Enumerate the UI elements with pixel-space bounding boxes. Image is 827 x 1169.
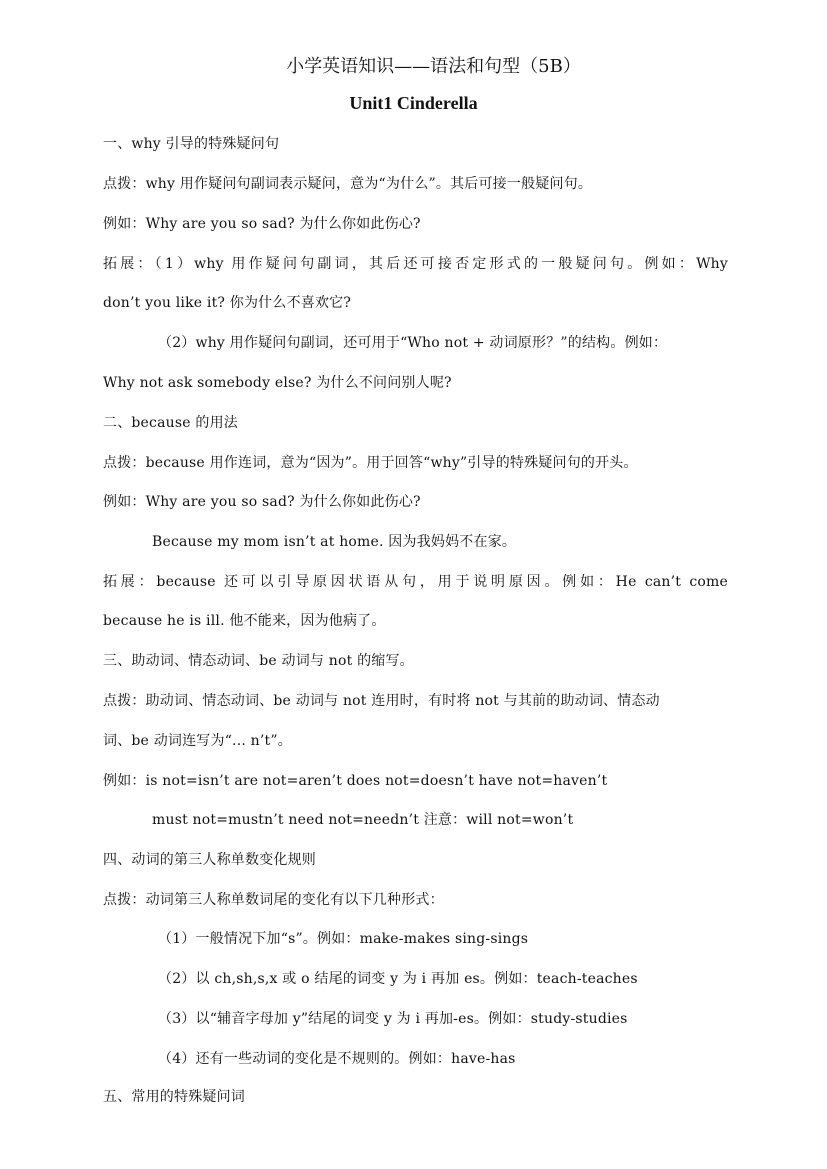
text-line: 拓展：because 还可以引导原因状语从句，用于说明原因。例如：He can’t come bbox=[103, 574, 728, 590]
text-line: 例如：Why are you so sad? 为什么你如此伤心? bbox=[103, 216, 421, 232]
section-heading-because: 二、because 的用法 bbox=[103, 415, 238, 431]
section-heading-contractions: 三、助动词、情态动词、be 动词与 not 的缩写。 bbox=[103, 653, 414, 669]
text-line: 点拨：动词第三人称单数词尾的变化有以下几种形式： bbox=[103, 892, 444, 908]
text-line: 例如：is not=isn’t are not=aren’t does not=doesn’t have not=haven’t bbox=[103, 773, 608, 789]
text-line: （3）以“辅音字母加 y”结尾的词变 y 为 i 再加-es。例如：study-studies bbox=[158, 1011, 628, 1027]
text-line: because he is ill. 他不能来，因为他病了。 bbox=[103, 613, 386, 629]
text-line: （4）还有一些动词的变化是不规则的。例如：have-has bbox=[158, 1051, 516, 1067]
text-line: （2）以 ch,sh,s,x 或 o 结尾的词变 y 为 i 再加 es。例如：teach-teaches bbox=[158, 971, 638, 987]
text-line: must not=mustn’t need not=needn’t 注意：will not=won’t bbox=[152, 812, 574, 828]
text-line: 词、be 动词连写为“... n’t”。 bbox=[103, 733, 292, 749]
text-line: Why not ask somebody else? 为什么不问问别人呢? bbox=[103, 375, 452, 391]
text-line: 点拨：why 用作疑问句副词表示疑问，意为“为什么”。其后可接一般疑问句。 bbox=[103, 176, 593, 192]
text-line: （2）why 用作疑问句副词，还可用于“Who not + 动词原形？”的结构。例如： bbox=[158, 335, 668, 351]
section-heading-why: 一、why 引导的特殊疑问句 bbox=[103, 136, 280, 152]
section-heading-third-person: 四、动词的第三人称单数变化规则 bbox=[103, 852, 316, 868]
section-heading-question-words: 五、常用的特殊疑问词 bbox=[103, 1089, 245, 1105]
text-line: 点拨：助动词、情态动词、be 动词与 not 连用时，有时将 not 与其前的助动词、情态动 bbox=[103, 693, 660, 709]
page-title: 小学英语知识——语法和句型（5B） bbox=[286, 56, 581, 77]
text-line: （1）一般情况下加“s”。例如：make-makes sing-sings bbox=[158, 931, 529, 947]
unit-title: Unit1 Cinderella bbox=[349, 93, 478, 113]
text-line: 例如：Why are you so sad? 为什么你如此伤心? bbox=[103, 494, 421, 510]
text-line: 拓展：（1）why 用作疑问句副词，其后还可接否定形式的一般疑问句。例如：Why bbox=[103, 256, 728, 272]
text-line: 点拨：because 用作连词，意为“因为”。用于回答“why”引导的特殊疑问句的开头。 bbox=[103, 455, 638, 471]
text-line: Because my mom isn’t at home. 因为我妈妈不在家。 bbox=[152, 534, 517, 550]
text-line: don’t you like it? 你为什么不喜欢它? bbox=[103, 295, 352, 311]
